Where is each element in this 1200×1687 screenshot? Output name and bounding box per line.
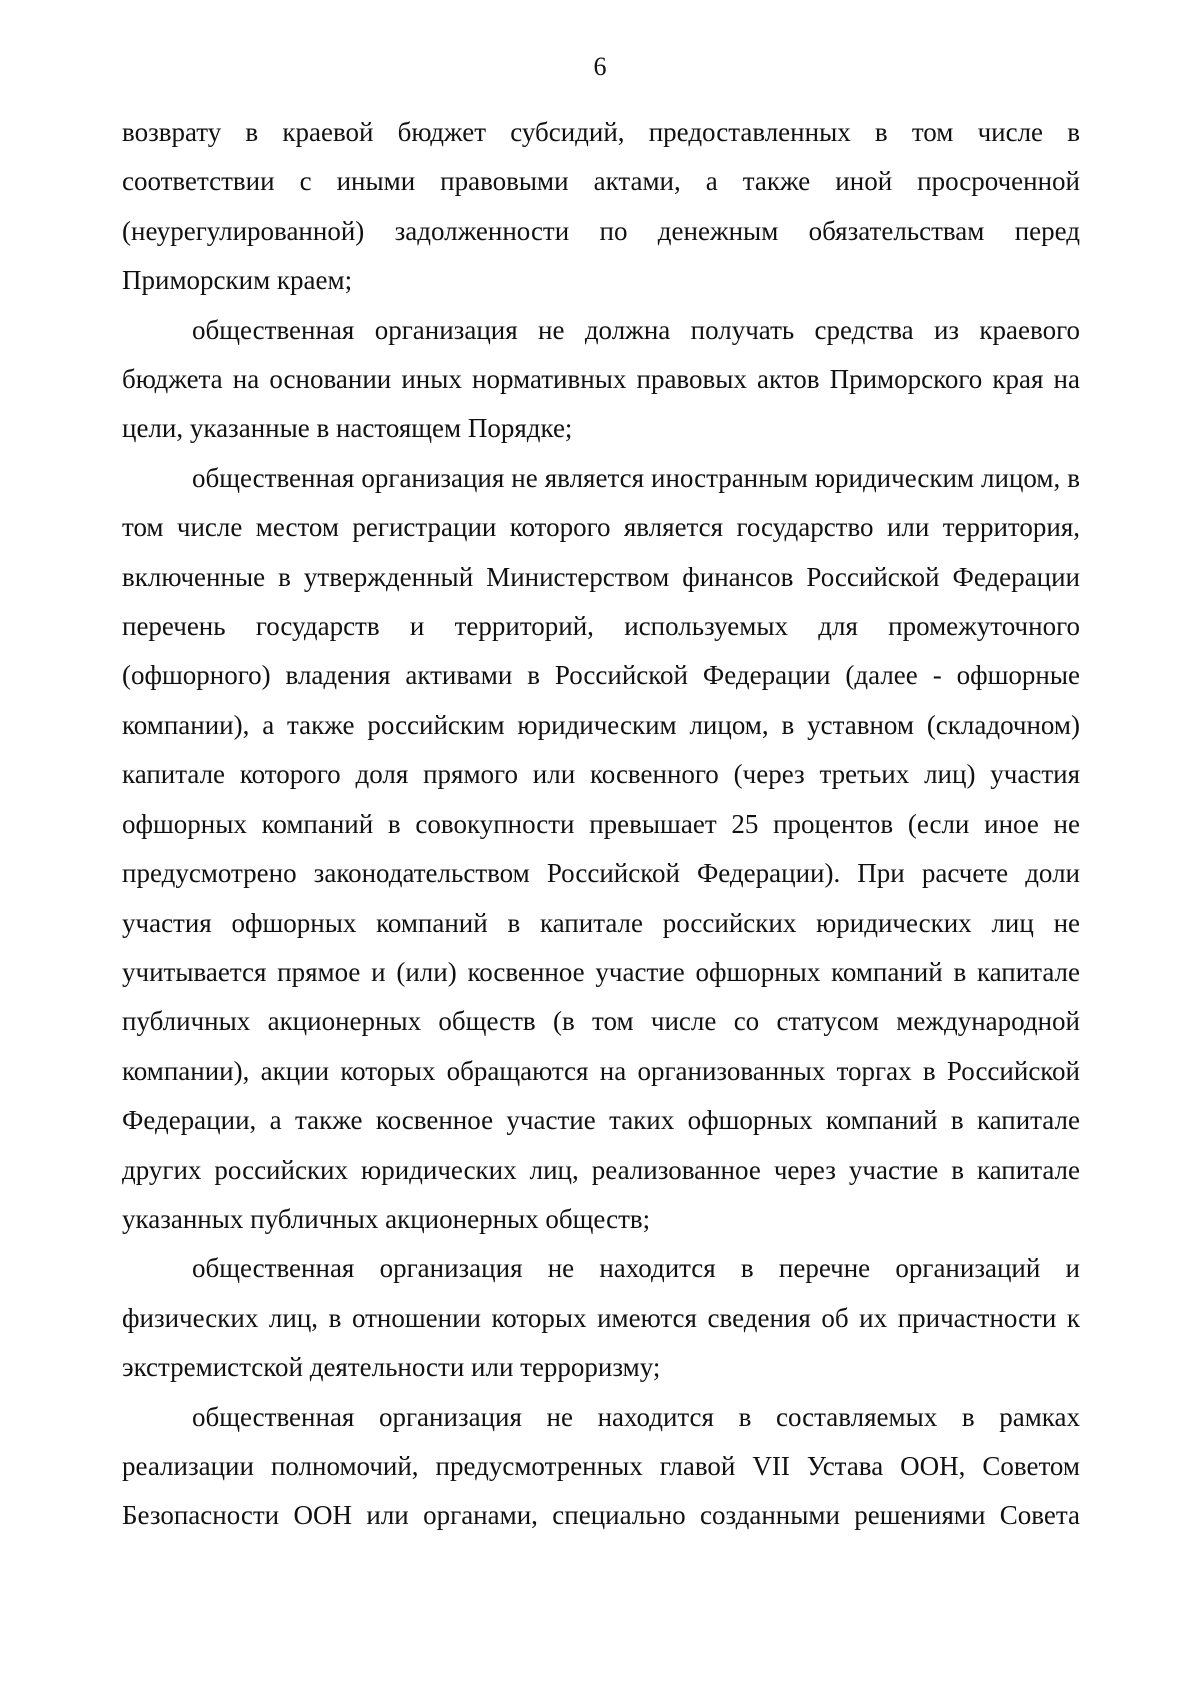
paragraph-not-extremist-list: общественная организация не находится в перечне организаций и физических лиц, в отношении которых имеются сведения об их причастности к экстремистской деятельности или терроризму; — [122, 1253, 1080, 1383]
paragraph-un-sanctions-list: общественная организация не находится в составляемых в рамках реализации полномочий, предусмотренных главой VII Устава ООН, Советом Безопасности ООН или органами, специально созданными решениями Совета — [122, 1401, 1080, 1531]
page-number: 6 — [593, 52, 607, 81]
paragraph-debt-return: возврату в краевой бюджет субсидий, предоставленных в том числе в соответствии с иными правовыми актами, а также иной просроченной (неурегулированной) задолженности по денежным обязательствам перед Приморским краем; — [122, 117, 1080, 296]
document-body — [122, 108, 1080, 1541]
paragraph-not-foreign-entity: общественная организация не является иностранным юридическим лицом, в том числе местом регистрации которого является государство или территория, включенные в утвержденный Министерством финансов Российской Федерации перечень государств и территорий, используемых для промежуточного (офшорного) владения активами в Российской Федерации (далее - офшорные компании), а также российским юридическим лицом, в уставном (складочном) капитале которого доля прямого или косвенного (через третьих лиц) участия офшорных компаний в совокупности превышает 25 процентов (если иное не предусмотрено законодательством Российской Федерации). При расчете доли участия офшорных компаний в капитале российских юридических лиц не учитывается прямое и (или) косвенное участие офшорных компаний в капитале публичных акционерных обществ (в том числе со статусом международной компании), акции которых обращаются на организованных торгах в Российской Федерации, а также косвенное участие таких офшорных компаний в капитале других российских юридических лиц, реализованное через участие в капитале указанных публичных акционерных обществ; — [122, 462, 1080, 1234]
paragraph-no-other-funding: общественная организация не должна получать средства из краевого бюджета на основании иных нормативных правовых актов Приморского края на цели, указанные в настоящем Порядке; — [122, 314, 1080, 444]
